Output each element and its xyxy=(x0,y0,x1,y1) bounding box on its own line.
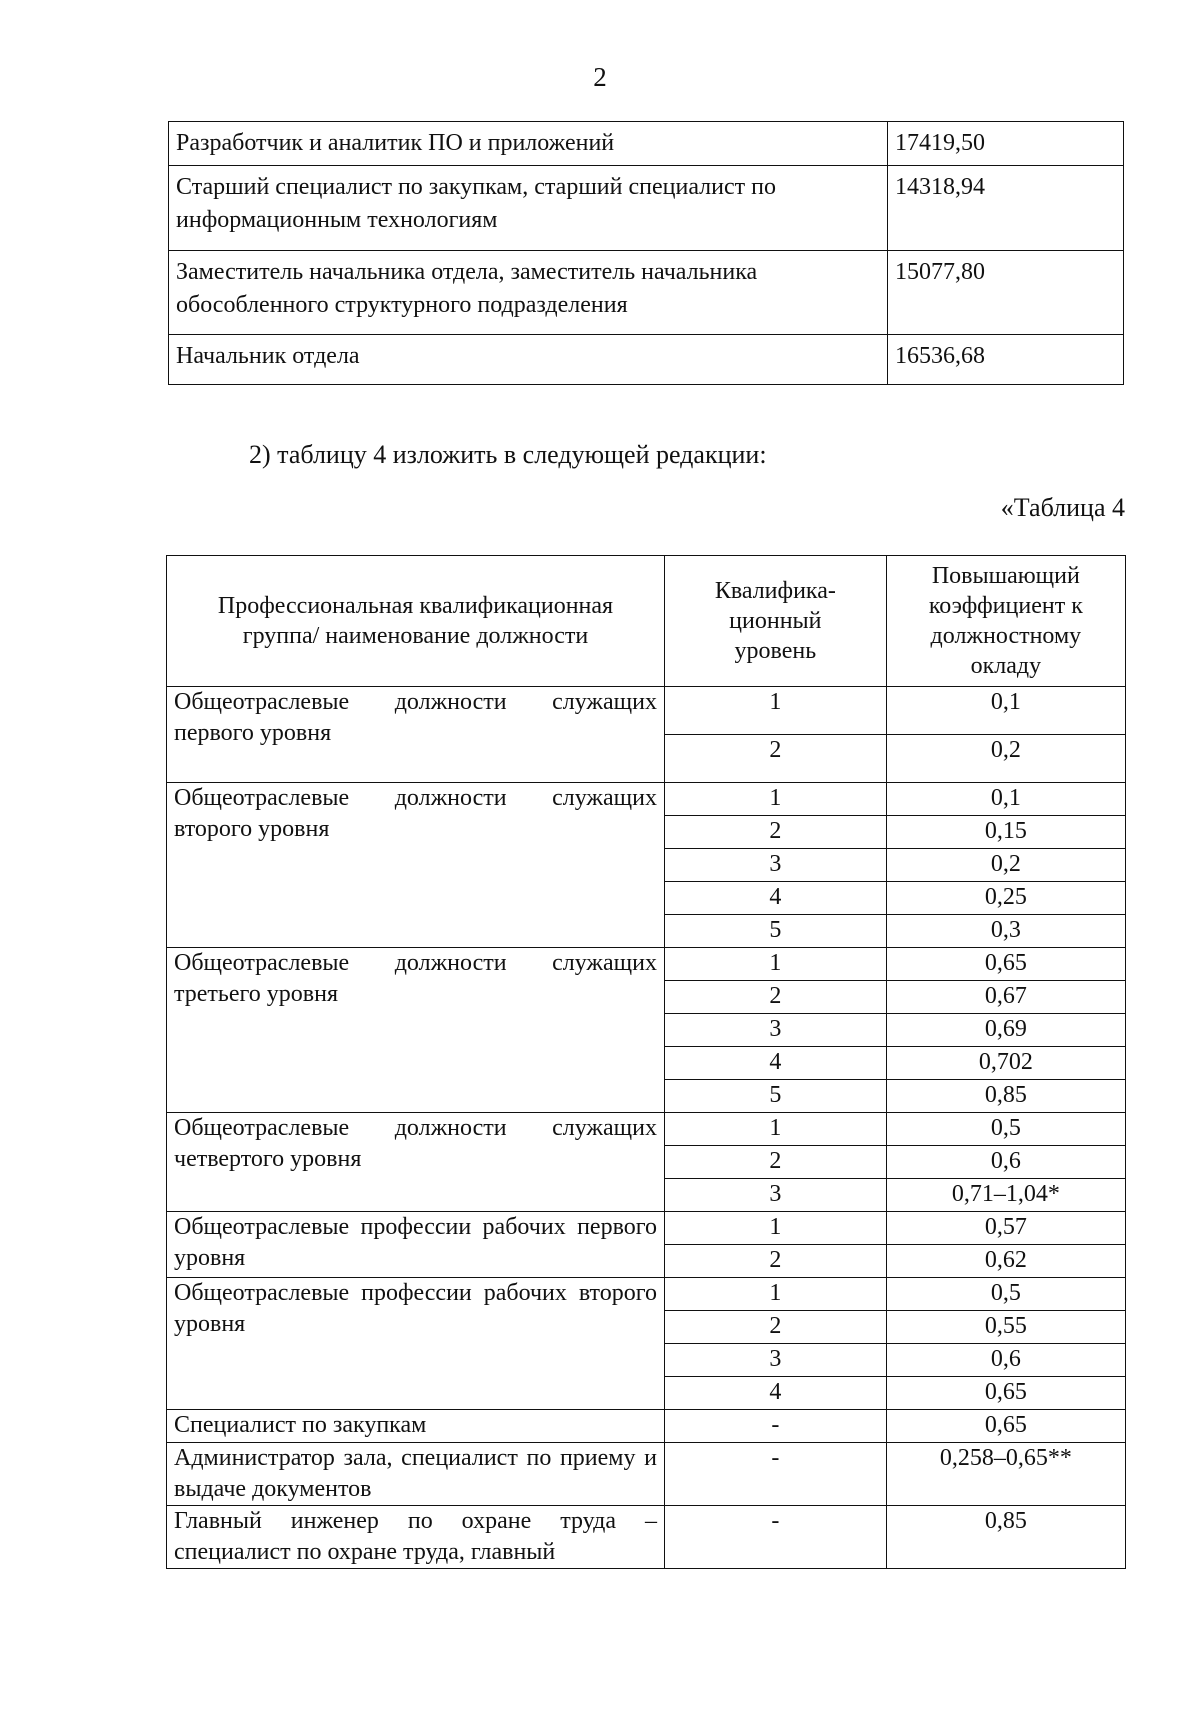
table-row xyxy=(167,1113,1126,1146)
level-cell: 2 xyxy=(664,735,886,783)
coefficient-cell: 0,55 xyxy=(886,1311,1125,1344)
level-cell: - xyxy=(664,1506,886,1569)
coefficient-cell: 0,6 xyxy=(886,1146,1125,1179)
level-cell: 3 xyxy=(664,1344,886,1377)
table-row xyxy=(167,783,1126,816)
table-row xyxy=(167,948,1126,981)
coefficient-cell: 0,2 xyxy=(886,849,1125,882)
level-cell: 2 xyxy=(664,981,886,1014)
instruction-text: 2) таблицу 4 изложить в следующей редакции: xyxy=(249,440,767,469)
group-name-cell: Общеотраслевые должности служащих третьего уровня xyxy=(167,948,665,1113)
coefficient-cell: 0,65 xyxy=(886,1410,1125,1443)
level-cell: 2 xyxy=(664,816,886,849)
level-cell: 5 xyxy=(664,915,886,948)
level-cell: - xyxy=(664,1443,886,1506)
table-caption: «Таблица 4 xyxy=(1000,493,1125,522)
value-cell: 15077,80 xyxy=(888,251,1124,335)
table-row xyxy=(169,251,1124,335)
value-cell: 16536,68 xyxy=(888,335,1124,385)
level-cell: 1 xyxy=(664,1212,886,1245)
position-cell: Разработчик и аналитик ПО и приложений xyxy=(169,122,888,166)
coefficient-cell: 0,702 xyxy=(886,1047,1125,1080)
page-number xyxy=(0,62,1200,93)
position-cell: Заместитель начальника отдела, заместитель начальника обособленного структурного подразделения xyxy=(169,251,888,335)
group-name-cell: Общеотраслевые профессии рабочих первого уровня xyxy=(167,1212,665,1278)
coefficient-cell: 0,85 xyxy=(886,1080,1125,1113)
level-cell: 3 xyxy=(664,1014,886,1047)
group-name-cell: Главный инженер по охране труда – специалист по охране труда, главный xyxy=(167,1506,665,1569)
coefficient-cell: 0,2 xyxy=(886,735,1125,783)
coefficient-cell: 0,57 xyxy=(886,1212,1125,1245)
table-row xyxy=(167,1410,1126,1443)
value-cell: 17419,50 xyxy=(888,122,1124,166)
level-cell: 1 xyxy=(664,783,886,816)
coefficient-cell: 0,71–1,04* xyxy=(886,1179,1125,1212)
level-cell: 4 xyxy=(664,1377,886,1410)
level-cell: 1 xyxy=(664,948,886,981)
salary-table xyxy=(168,121,1124,385)
group-name-cell: Общеотраслевые должности служащих четвертого уровня xyxy=(167,1113,665,1212)
header-coefficient: Повышающий коэффициент к должностному окладу xyxy=(886,556,1125,687)
table-row xyxy=(167,1278,1126,1311)
coefficient-cell: 0,3 xyxy=(886,915,1125,948)
level-cell: 1 xyxy=(664,1113,886,1146)
level-cell: 4 xyxy=(664,1047,886,1080)
group-name-cell: Общеотраслевые должности служащих первого уровня xyxy=(167,687,665,783)
coefficient-cell: 0,5 xyxy=(886,1113,1125,1146)
table-row xyxy=(167,1212,1126,1245)
coefficient-cell: 0,85 xyxy=(886,1506,1125,1569)
coefficient-cell: 0,62 xyxy=(886,1245,1125,1278)
level-cell: 1 xyxy=(664,1278,886,1311)
level-cell: 3 xyxy=(664,1179,886,1212)
coefficient-cell: 0,258–0,65** xyxy=(886,1443,1125,1506)
group-name-cell: Общеотраслевые должности служащих второго уровня xyxy=(167,783,665,948)
header-row xyxy=(167,556,1126,687)
coefficient-cell: 0,6 xyxy=(886,1344,1125,1377)
coefficient-cell: 0,69 xyxy=(886,1014,1125,1047)
table-row xyxy=(167,1443,1126,1506)
coefficient-cell: 0,65 xyxy=(886,948,1125,981)
coefficient-cell: 0,65 xyxy=(886,1377,1125,1410)
coefficient-cell: 0,1 xyxy=(886,783,1125,816)
value-cell: 14318,94 xyxy=(888,166,1124,251)
group-name-cell: Специалист по закупкам xyxy=(167,1410,665,1443)
level-cell: 5 xyxy=(664,1080,886,1113)
group-name-cell: Общеотраслевые профессии рабочих второго уровня xyxy=(167,1278,665,1410)
level-cell: 3 xyxy=(664,849,886,882)
level-cell: 2 xyxy=(664,1311,886,1344)
page-number-text: 2 xyxy=(593,62,607,92)
header-level: Квалифика-ционный уровень xyxy=(664,556,886,687)
table-row xyxy=(169,335,1124,385)
coefficient-cell: 0,5 xyxy=(886,1278,1125,1311)
level-cell: - xyxy=(664,1410,886,1443)
coefficient-table xyxy=(166,555,1126,1569)
level-cell: 2 xyxy=(664,1146,886,1179)
table-row xyxy=(169,122,1124,166)
level-cell: 1 xyxy=(664,687,886,735)
coefficient-cell: 0,67 xyxy=(886,981,1125,1014)
table-row xyxy=(167,687,1126,735)
table-row xyxy=(169,166,1124,251)
coefficient-cell: 0,1 xyxy=(886,687,1125,735)
level-cell: 4 xyxy=(664,882,886,915)
header-group: Профессиональная квалификационная группа/ наименование должности xyxy=(167,556,665,687)
position-cell: Начальник отдела xyxy=(169,335,888,385)
group-name-cell: Администратор зала, специалист по приему и выдаче документов xyxy=(167,1443,665,1506)
coefficient-cell: 0,25 xyxy=(886,882,1125,915)
level-cell: 2 xyxy=(664,1245,886,1278)
coefficient-cell: 0,15 xyxy=(886,816,1125,849)
position-cell: Старший специалист по закупкам, старший специалист по информационным технологиям xyxy=(169,166,888,251)
table-row xyxy=(167,1506,1126,1569)
